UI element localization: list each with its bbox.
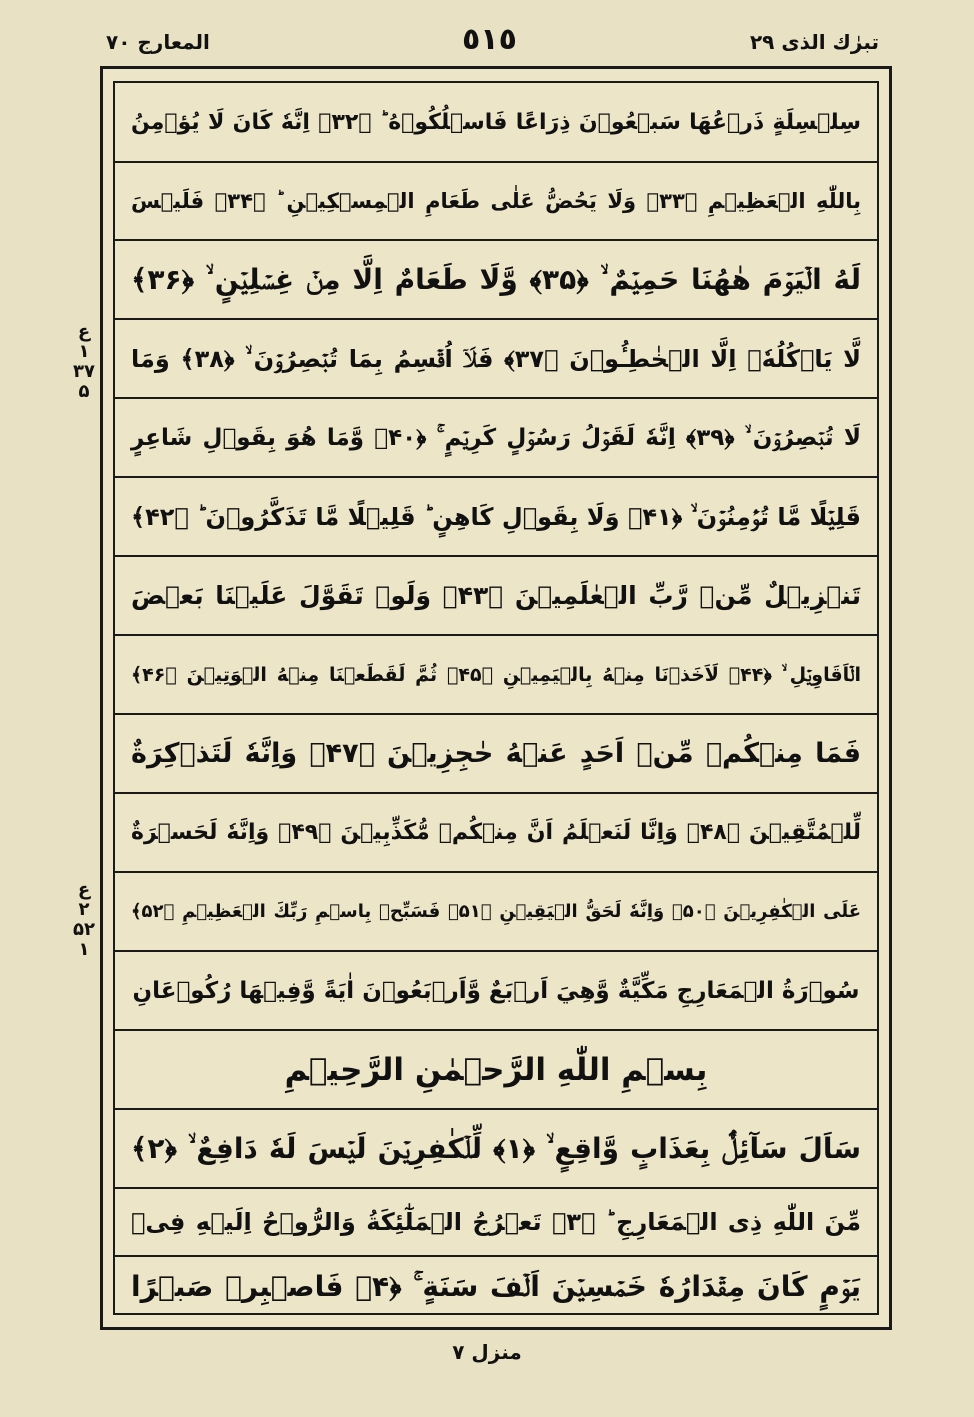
- text-line: [115, 478, 877, 557]
- text-line: [115, 1189, 877, 1257]
- ruku-mark-2: ع ۲ ۵۲ ۱: [73, 879, 95, 960]
- manzil-label: منزل ۷: [452, 1340, 522, 1364]
- line-text: سَاَلَ سَآئِلٌۢ بِعَذَابٍ وَّاقِعٍ ۙ ﴿۱﴾ لِّلۡكٰفِرِيۡنَ لَيۡسَ لَهٗ دَافِعٌ ۙ ﴿۲﴾: [131, 1131, 861, 1165]
- text-line: [115, 1257, 877, 1317]
- juz-name: تبرٰك الذى ٢٩: [749, 30, 879, 54]
- text-line: [115, 794, 877, 873]
- line-text: يَوۡمٍ كَانَ مِقۡدَارُهٗ خَمۡسِيۡنَ اَلۡفَ سَنَةٍ ۚ ﴿۴﴾ فَاصۡبِرۡ صَبۡرًا: [131, 1270, 861, 1303]
- bismillah: بِسۡمِ اللّٰهِ الرَّحۡمٰنِ الرَّحِيۡمِ: [284, 1051, 708, 1088]
- line-text: تَنۡزِيۡلٌ مِّنۡ رَّبِّ الۡعٰلَمِيۡنَ ﴿۴۳﴾ وَلَوۡ تَقَوَّلَ عَلَيۡنَا بَعۡضَ: [131, 581, 862, 610]
- line-text: مِّنَ اللّٰهِ ذِى الۡمَعَارِجِ ؕ ﴿۳﴾ تَعۡرُجُ الۡمَلٰٓئِكَةُ وَالرُّوۡحُ اِلَيۡهِ فِىۡ: [131, 1208, 862, 1236]
- line-text: عَلَى الۡكٰفِرِيۡنَ ﴿۵۰﴾ وَاِنَّهٗ لَحَقُّ الۡيَقِيۡنِ ﴿۵۱﴾ فَسَبِّحۡ بِاسۡمِ رَبِّكَ الۡعَظِيۡمِ ﴿۵۲﴾: [131, 901, 861, 922]
- surah-title: سُوۡرَةُ الۡمَعَارِجِ مَكِّيَّةٌ وَّهِيَ اَرۡبَعٌ وَّاَرۡبَعُوۡنَ اٰيَةً وَّفِيۡهَا رُكُوۡعَانِ: [132, 977, 860, 1004]
- line-text: سِلۡسِلَةٍ ذَرۡعُهَا سَبۡعُوۡنَ ذِرَاعًا فَاسۡلُكُوۡهُ ؕ ﴿۳۲﴾ اِنَّهٗ كَانَ لَا يُؤۡمِنُ: [131, 109, 861, 135]
- page-number: ٥١٥: [462, 22, 517, 57]
- page-footer: [0, 1340, 974, 1364]
- text-line: [115, 873, 877, 952]
- line-text: لَهُ الۡيَوۡمَ هٰهُنَا حَمِيۡمٌ ۙ ﴿۳۵﴾ وَّلَا طَعَامٌ اِلَّا مِنۡ غِسۡلِيۡنٍ ۙ ﴿۳۶﴾: [131, 262, 861, 296]
- surah-title-line: [115, 952, 877, 1031]
- text-frame: [100, 66, 892, 1330]
- line-text: لَّا يَاۡكُلُهٗۤ اِلَّا الۡخٰطِـُٔوۡنَ ﴿۳۷﴾ فَلَاۤ اُقۡسِمُ بِمَا تُبۡصِرُوۡنَ ۙ ﴿۳۸﴾ وَمَا: [131, 344, 861, 373]
- text-block: [113, 81, 879, 1315]
- text-line: [115, 1110, 877, 1189]
- surah-reference: المعارج ٧٠: [106, 30, 210, 54]
- line-text: الۡاَقَاوِيۡلِ ۙ ﴿۴۴﴾ لَاَخَذۡنَا مِنۡهُ بِالۡيَمِيۡنِ ﴿۴۵﴾ ثُمَّ لَقَطَعۡنَا مِنۡهُ الۡوَتِيۡنَ ﴿۴۶﴾: [131, 663, 861, 686]
- ruku-mark-1: ع ۱ ۳۷ ۵: [73, 321, 95, 402]
- text-line: [115, 163, 877, 241]
- text-line: [115, 715, 877, 794]
- text-line: [115, 557, 877, 636]
- text-line: [115, 399, 877, 478]
- text-line: [115, 636, 877, 715]
- text-line: [115, 320, 877, 399]
- line-text: قَلِيۡلًا مَّا تُؤۡمِنُوۡنَ ۙ ﴿۴۱﴾ وَلَا بِقَوۡلِ كَاهِنٍ ؕ قَلِيۡلًا مَّا تَذَكَّرُوۡنَ ؕ ﴿۴۲﴾: [131, 502, 861, 531]
- line-text: بِاللّٰهِ الۡعَظِيۡمِ ﴿۳۳﴾ وَلَا يَحُضُّ عَلٰى طَعَامِ الۡمِسۡكِيۡنِ ؕ ﴿۳۴﴾ فَلَيۡسَ: [131, 189, 861, 213]
- line-text: لِّلۡمُتَّقِيۡنَ ﴿۴۸﴾ وَاِنَّا لَنَعۡلَمُ اَنَّ مِنۡكُمۡ مُّكَذِّبِيۡنَ ﴿۴۹﴾ وَاِنَّهٗ لَحَسۡرَةٌ: [131, 820, 861, 845]
- line-text: لَا تُبۡصِرُوۡنَ ۙ ﴿۳۹﴾ اِنَّهٗ لَقَوۡلُ رَسُوۡلٍ كَرِيۡمٍ ۚ ﴿۴۰﴾ وَّمَا هُوَ بِقَوۡلِ شَاعِرٍ: [131, 424, 862, 451]
- bismillah-line: [115, 1031, 877, 1110]
- page-header: [0, 0, 974, 70]
- text-line: [115, 83, 877, 163]
- text-line: [115, 241, 877, 320]
- line-text: فَمَا مِنۡكُمۡ مِّنۡ اَحَدٍ عَنۡهُ حٰجِزِيۡنَ ﴿۴۷﴾ وَاِنَّهٗ لَتَذۡكِرَةٌ: [131, 738, 861, 769]
